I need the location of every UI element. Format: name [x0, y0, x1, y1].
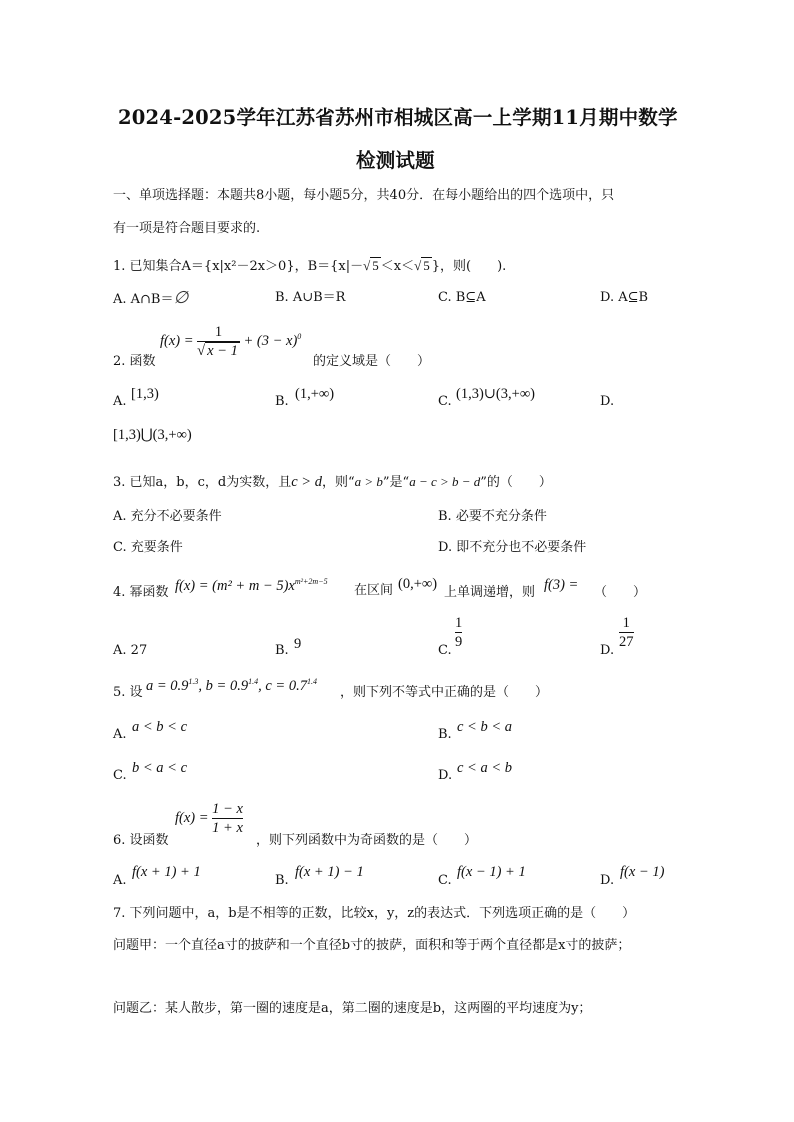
q6-fraction: $\frac{1 - x}{1 + x}$ [212, 801, 243, 836]
q5-option-b-value: c < b < a [457, 719, 513, 735]
q2-label: 2. 函数 [113, 354, 156, 369]
q5-option-c-value: b < a < c [132, 760, 188, 776]
q7-line2: 问题甲：一个直径a寸的披萨和一个直径b寸的披萨，面积和等于两个直径都是x寸的披萨； [113, 938, 631, 953]
q4-option-d-value: $\frac{1}{27}$ [619, 615, 634, 650]
q2-suffix: 的定义域是（ ） [313, 354, 431, 369]
q2-formula: f(x) = $\frac{1}{√ x - 1}$ + $(3 - x)^0$ [160, 324, 302, 359]
doc-title-line1: 2024-2025学年江苏省苏州市相城区高一上学期11月期中数学 [118, 106, 678, 129]
q5-option-d-value: c < a < b [457, 760, 513, 776]
section-heading-line2: 有一项是符合题目要求的. [113, 221, 261, 236]
q2-option-c-letter: C. [438, 394, 452, 409]
empty-set-icon: ∅ [173, 288, 189, 308]
q4-interval: (0,+∞) [398, 576, 438, 592]
q3-q: a − c > b − d [409, 474, 481, 489]
q6-option-b-letter: B. [275, 873, 289, 888]
q2-option-c-value: (1,3)∪(3,+∞) [456, 386, 535, 402]
question-3: 3. 已知a，b，c，d为实数，且c > d，则“a > b”是“a − c > b − d”的（ ） [113, 474, 552, 490]
q6-option-a-value: f(x + 1) + 1 [132, 864, 201, 880]
doc-title-line2: 检测试题 [356, 149, 435, 172]
q4-label: 4. 幂函数 [113, 585, 169, 600]
q6-label: 6. 设函数 [113, 833, 169, 848]
q2-option-b-value: (1,+∞) [295, 386, 335, 402]
q4-tail: 上单调递增，则 [444, 585, 536, 600]
q4-option-b-letter: B. [275, 643, 289, 658]
q6-option-a-letter: A. [113, 873, 127, 888]
q1-option-d: D. A⊆B [600, 290, 649, 305]
q6-option-b-value: f(x + 1) − 1 [295, 864, 364, 880]
q1-text-b: ＜x＜ [380, 259, 415, 274]
q3-condition: c > d [291, 474, 322, 490]
q6-option-c-letter: C. [438, 873, 452, 888]
q2-option-d-letter: D. [600, 394, 615, 409]
q7-line3: 问题乙：某人散步，第一圈的速度是a，第二圈的速度是b，这两圈的平均速度为y； [113, 1001, 592, 1016]
q6-option-c-value: f(x − 1) + 1 [457, 864, 526, 880]
q5-option-a-value: a < b < c [132, 719, 188, 735]
section-heading-line1: 一、单项选择题：本题共8小题，每小题5分，共40分．在每小题给出的四个选项中，只 [113, 188, 615, 203]
q6-option-d-value: f(x − 1) [620, 864, 665, 880]
q4-option-b-value: 9 [294, 636, 302, 652]
q1-sqrt-1: 5 [372, 258, 379, 273]
q4-mid: 在区间 [354, 583, 394, 598]
q5-label: 5. 设 [113, 685, 143, 700]
q4-option-a: A. 27 [113, 643, 148, 658]
q2-option-b-letter: B. [275, 394, 289, 409]
q3-option-a: A. 充分不必要条件 [113, 509, 222, 524]
q2-option-d-value: [1,3)⋃(3,+∞) [113, 427, 192, 443]
q3-option-d: D. 即不充分也不必要条件 [438, 540, 587, 555]
q5-formula: $a = 0.9^{1.3}$, $b = 0.9^{1.4}$, $c = 0.7^{1.4}$ [146, 677, 317, 694]
q1-text-a: 1. 已知集合A＝{x|x²－2x＞0}，B＝{x|－ [113, 259, 364, 274]
q5-option-d-letter: D. [438, 768, 453, 783]
q5-option-b-letter: B. [438, 727, 452, 742]
q1-sqrt-2: 5 [423, 258, 430, 273]
q4-option-c-letter: C. [438, 643, 452, 658]
q6-option-d-letter: D. [600, 873, 615, 888]
q3-p: a > b [354, 474, 383, 489]
q6-formula: f(x) = $\frac{1 - x}{1 + x}$ [175, 801, 243, 836]
q5-tail: ，则下列不等式中正确的是（ ） [340, 685, 549, 700]
q7-line1: 7. 下列问题中，a，b是不相等的正数，比较x，y，z的表达式．下列选项正确的是（ ） [113, 906, 636, 921]
q1-text-c: }，则( ). [431, 259, 507, 274]
q5-option-a-letter: A. [113, 727, 127, 742]
q2-option-a-letter: A. [113, 394, 127, 409]
q1-option-a: A. A∩B＝∅ [113, 288, 189, 308]
q4-paren: （ ） [594, 585, 647, 600]
q6-tail: ，则下列函数中为奇函数的是（ ） [256, 833, 478, 848]
q5-option-c-letter: C. [113, 768, 127, 783]
q2-fraction: $\frac{1}{√ x - 1}$ [197, 324, 238, 359]
q1-option-b: B. A∪B＝R [275, 290, 346, 305]
q4-option-d-letter: D. [600, 643, 615, 658]
q3-option-c: C. 充要条件 [113, 540, 183, 555]
q4-formula: $f(x) = (m^2 + m - 5)x^{m^2+2m-5}$ [175, 577, 328, 594]
q4-f3: f(3) = [544, 577, 579, 593]
q3-option-b: B. 必要不充分条件 [438, 509, 547, 524]
q2-option-a-value: [1,3) [131, 386, 159, 402]
question-1: 1. 已知集合A＝{x|x²－2x＞0}，B＝{x|－√ 5 ＜x＜√ 5 }，则( ). [113, 258, 507, 274]
q1-option-c: C. B⊆A [438, 290, 486, 305]
q4-option-c-value: $\frac{1}{9}$ [455, 615, 463, 650]
